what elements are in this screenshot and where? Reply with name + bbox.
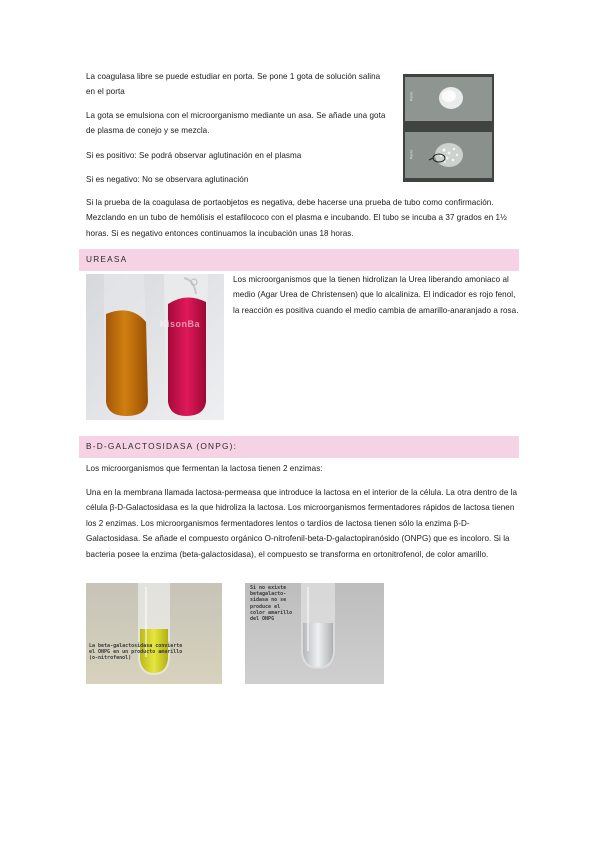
coagulasa-paragraph-2: La gota se emulsiona con el microorganismo mediante un asa. Se añade una gota de plasma de conejo y se mezcla.: [86, 111, 386, 136]
coagulase-slide-photo: [403, 74, 494, 182]
onpg-section-heading: [79, 436, 519, 458]
ureasa-heading-text: UREASA: [86, 254, 128, 264]
onpg-paragraph-1: Los microorganismos que fermentan la lactosa tienen 2 enzimas:: [86, 464, 323, 473]
urease-tubes-photo: [86, 274, 224, 420]
onpg-positive-illustration: [86, 583, 222, 684]
onpg-paragraph-2: Una en la membrana llamada lactosa-permeasa que introduce la lactosa en el interior de la célula. La otra dentro de la célula β-D-Galactosidasa es la que hidroliza la lactosa. Los microorganismos fermentadores rápidos de lactosa tienen los 2 enzimas. Los microorganismos fermentadores lentos o tardíos de lactosa tienen sólo la enzima β-D-Galactosidasa. Se añade el compuesto orgánico O-nitrofenil-beta-D-galactopiranósido (ONPG) que es incoloro. Si la bacteria posee la enzima (beta-galactosidasa), el compuesto se transforma en ortonitrofenol, de color amarillo.: [86, 488, 518, 559]
ureasa-paragraph: Los microorganismos que la tienen hidrolizan la Urea liberando amoniaco al medio (Agar Urea de Christensen) que lo alcaliniza. El indicador es rojo fenol, la reacción es positiva cuando el medio cambia de amarillo-anaranjado a rosa.: [233, 275, 519, 315]
coagulasa-paragraph-1: La coagulasa libre se puede estudiar en porta. Se pone 1 gota de solución salina en el porta: [86, 72, 381, 97]
coagulasa-paragraph-4: Si es negativo: No se observara aglutinación: [86, 175, 249, 184]
onpg-positive-photo: [86, 583, 222, 684]
urease-tubes-illustration: [86, 274, 224, 420]
onpg-negative-photo: [245, 583, 384, 684]
ureasa-section-heading: [79, 249, 519, 271]
slide-label-bottom: Perro: [408, 149, 414, 160]
onpg-negative-caption: Si no existe betagalacto-sidasa no se produce el color amarillo del ONPG: [250, 585, 293, 623]
slide-label-top: Perro: [408, 91, 414, 102]
onpg-heading-text: B-D-GALACTOSIDASA (ONPG):: [86, 441, 238, 451]
coagulase-slide-illustration: [403, 74, 494, 182]
coagulasa-paragraph-3: Si es positivo: Se podrá observar aglutinación en el plasma: [86, 151, 302, 160]
coagulasa-paragraph-5: Si la prueba de la coagulasa de portaobjetos es negativa, debe hacerse una prueba de tubo como confirmación. Mezclando en un tubo de hemólisis el estafilococo con el plasma e incubando. El tubo se incuba a 37 grados en 1½ horas. Si es negativo entonces continuamos la incubación unas 18 horas.: [86, 198, 507, 238]
urease-photo-watermark: KisonBa: [160, 319, 201, 329]
onpg-positive-caption: La beta-galactosidasa convierte el ONPG en un producto amarillo (o-nitrofenol): [89, 643, 183, 662]
